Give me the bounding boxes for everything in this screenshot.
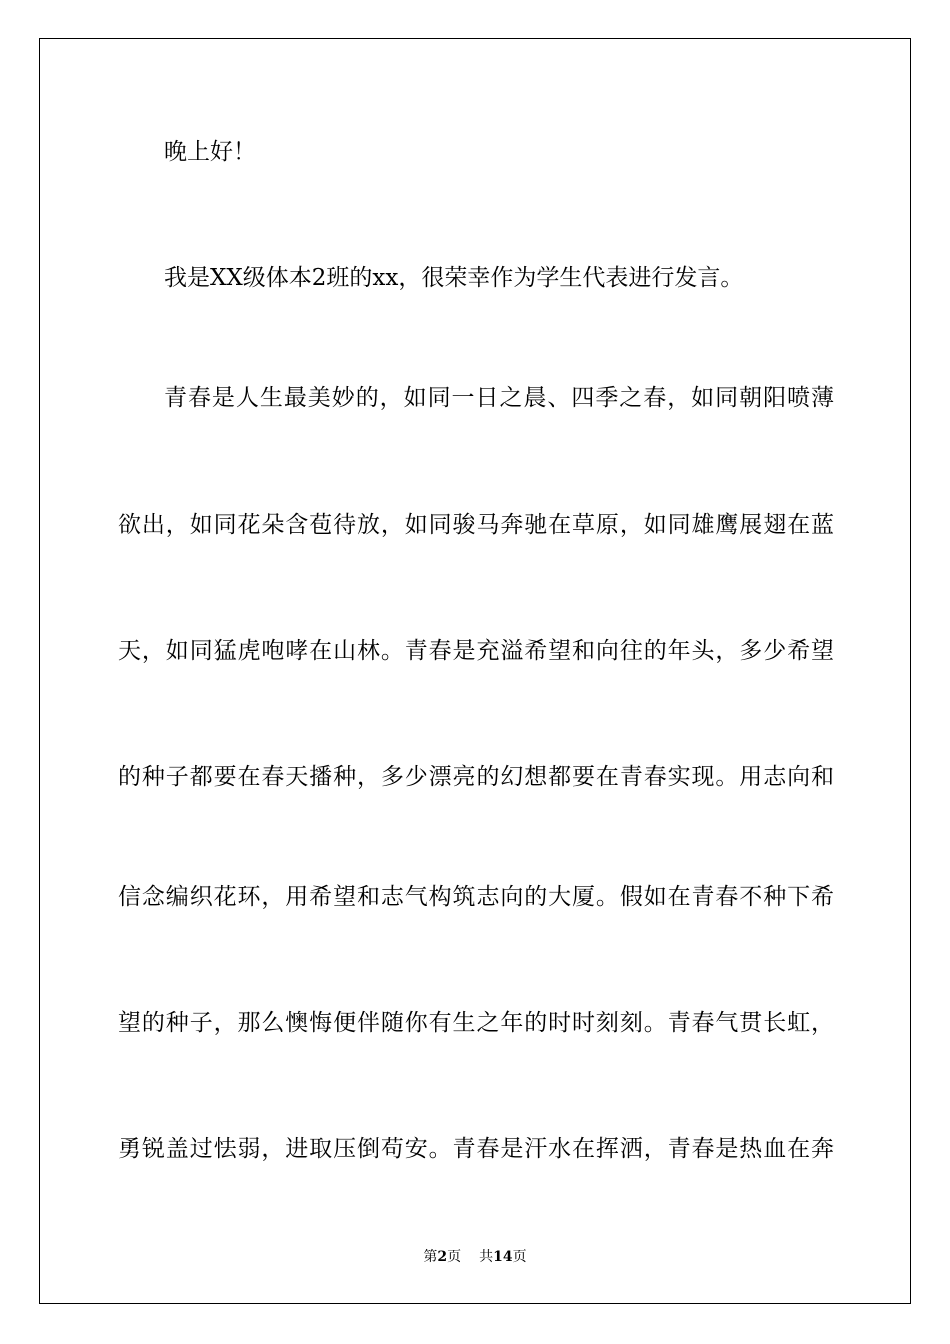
body-line-6: 望的种子，那么懊悔便伴随你有生之年的时时刻刻。青春气贯长虹， (118, 1010, 834, 1036)
total-suffix: 页 (512, 1249, 527, 1265)
body-line-5: 信念编织花环，用希望和志气构筑志向的大厦。假如在青春不种下希 (118, 884, 834, 910)
greeting-line: 晚上好！ (164, 139, 256, 165)
page-total: 14 (493, 1249, 513, 1265)
body-line-7: 勇锐盖过怯弱，进取压倒苟安。青春是汗水在挥洒，青春是热血在奔 (118, 1136, 834, 1162)
body-line-1: 青春是人生最美妙的，如同一日之晨、四季之春，如同朝阳喷薄 (164, 385, 834, 411)
total-prefix: 共 (479, 1249, 494, 1265)
intro-line: 我是XX级体本2班的xx，很荣幸作为学生代表进行发言。 (164, 265, 744, 291)
page-suffix: 页 (447, 1249, 462, 1265)
page-prefix: 第 (423, 1249, 438, 1265)
body-line-4: 的种子都要在春天播种，多少漂亮的幻想都要在青春实现。用志向和 (118, 764, 834, 790)
page-border (39, 38, 911, 1304)
page-current: 2 (437, 1249, 448, 1265)
page-footer (0, 1248, 950, 1266)
body-line-2: 欲出，如同花朵含苞待放，如同骏马奔驰在草原，如同雄鹰展翅在蓝 (118, 512, 834, 538)
body-line-3: 天，如同猛虎咆哮在山林。青春是充溢希望和向往的年头，多少希望 (118, 638, 834, 664)
